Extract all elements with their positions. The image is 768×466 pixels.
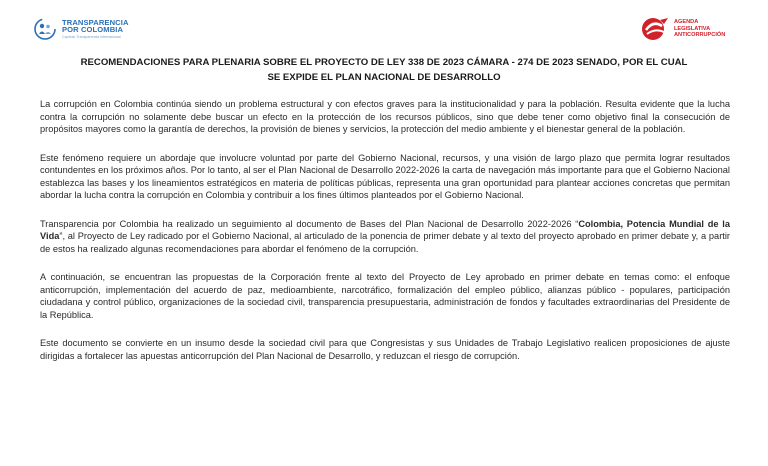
plan-name-bold: Colombia, Potencia Mundial de la Vida [40,218,730,241]
title-line-2: SE EXPIDE EL PLAN NACIONAL DE DESARROLLO [267,72,501,83]
agenda-line-1: AGENDA [674,19,699,26]
people-circle-icon [34,18,56,40]
agenda-line-3: ANTICORRUPCIÓN [674,32,726,39]
paragraph-2: Este fenómeno requiere un abordaje que involucre voluntad por parte del Gobierno Nacional, recursos, y una visión de largo plazo que permita lograr resultados contundentes en los próximos años. Por lo tanto, al ser el Plan Nacional de Desarrollo 2022-2026 la carta de navegación más importante para que el Gobierno Nacional establezca las bases y los lineamientos estratégicos en materia de políticas públicas, representa una gran oportunidad para plantear acciones concretas que permitan abordar la lucha contra la corrupción en Colombia y contribuir a los fines últimos planteados por el Gobierno Nacional. [40,152,730,200]
transparencia-por-colombia-logo [34,18,129,40]
paragraph-3-text-start: Transparencia por Colombia ha realizado un seguimiento al documento de Bases del Plan Nacional de Desarrollo 2022-2026 “ [40,218,579,229]
agenda-swirl-icon [640,16,670,42]
paragraph-4: A continuación, se encuentran las propuestas de la Corporación frente al texto del Proyecto de Ley aprobado en primer debate en temas como: el enfoque anticorrupción, implementación del acuerdo de paz, medioambiente, narcotráfico, formalización del empleo público, alianzas público - populares, participación ciudadana y control público, organizaciones de la sociedad civil, transparencia presupuestaria, administración de fondos y facultades extraordinarias del Presidente de la República. [40,272,730,320]
document-body [40,98,730,378]
paragraph-1: La corrupción en Colombia continúa siendo un problema estructural y con efectos graves para la institucionalidad y para la población. Resulta evidente que la lucha contra la corrupción no solamente debe buscar un efecto en la protección de los recursos públicos, sino que debe tener como objetivo final la consecución de propósitos mayores como la garantía de derechos, la provisión de bienes y servicios, la protección del medio ambiente y el bienestar general de la población. [40,99,730,134]
paragraph-3 [40,218,730,256]
paragraph-3-text-end: ”, al Proyecto de Ley radicado por el Gobierno Nacional, al articulado de la ponencia de primer debate y al texto del proyecto aprobado en primer debate y, a partir de estos ha realizado algunas recomendaciones para abordar el fenómeno de la corrupción. [40,231,730,254]
agenda-legislativa-logo [640,16,725,42]
logo-tagline: Capítulo Transparencia Internacional [62,34,121,39]
document-title [40,55,728,85]
logo-name-line-1: TRANSPARENCIA [62,17,129,27]
title-line-1: RECOMENDACIONES PARA PLENARIA SOBRE EL PROYECTO DE LEY 338 DE 2023 CÁMARA - 274 DE 2023 SENADO, POR EL CUAL [80,57,688,68]
paragraph-5: Este documento se convierte en un insumo desde la sociedad civil para que Congresistas y sus Unidades de Trabajo Legislativo realicen proposiciones de ajuste dirigidas a fortalecer las apuestas anticorrupción del Plan Nacional de Desarrollo, y reduzcan el riesgo de corrupción. [40,338,730,361]
logo-name-line-2: POR COLOMBIA [62,25,124,35]
agenda-line-2: LEGISLATIVA [674,25,711,32]
